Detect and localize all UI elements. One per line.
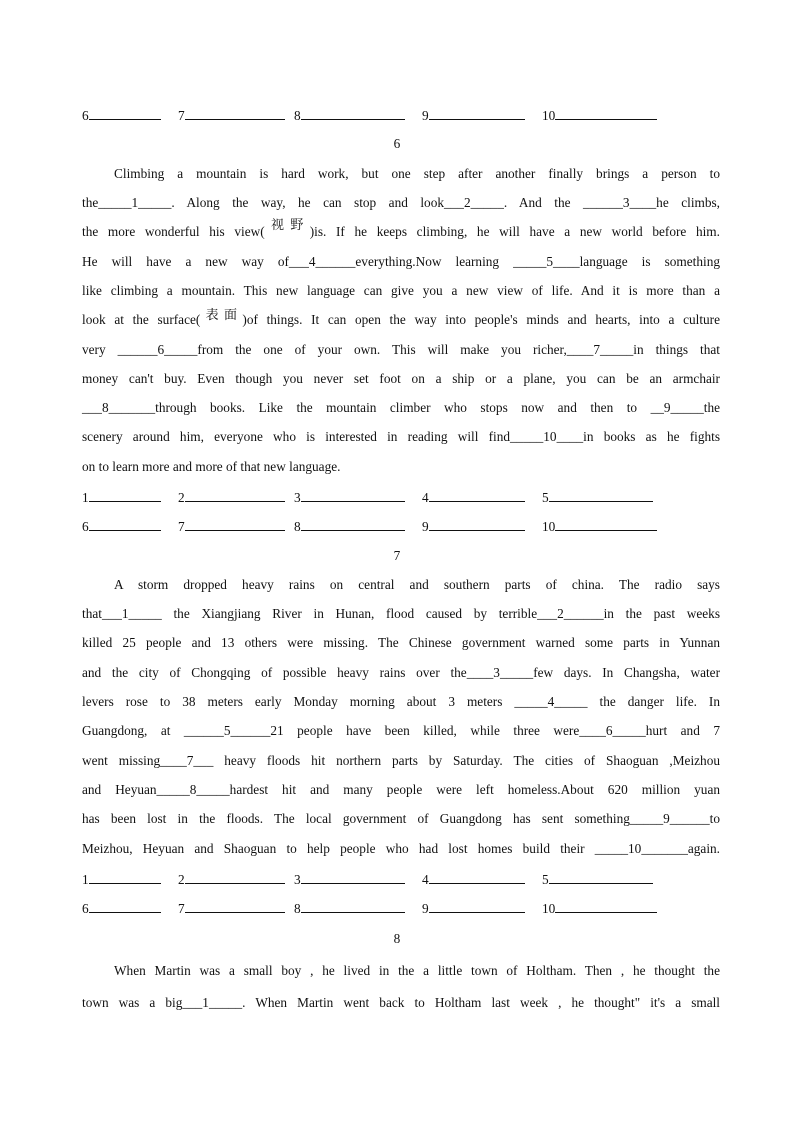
- passage6-line: ___8_______through books. Like the mountain climber who stops now and then to __9_____the: [82, 400, 720, 415]
- passage6-line: very ______6_____from the one of your own. This will make you richer,____7_____in things that: [82, 342, 720, 357]
- passage7-line: A storm dropped heavy rains on central and southern parts of china. The radio says: [114, 577, 720, 592]
- answer-slot: 5: [542, 488, 653, 506]
- passage7-line: Meizhou, Heyuan and Shaoguan to help people who had lost homes build their _____10_______again.: [82, 841, 720, 856]
- answer-slot: 3: [294, 870, 405, 888]
- passage7-line: went missing____7___ heavy floods hit northern parts by Saturday. The cities of Shaoguan ,Meizhou: [82, 753, 720, 768]
- answer-slot: 4: [422, 488, 525, 506]
- passage6-line: money can't buy. Even though you never set foot on a ship or a plane, you can be an armchair: [82, 371, 720, 386]
- answer-slot: 10: [542, 517, 657, 535]
- passage7-line: and the city of Chongqing of possible heavy rains over the____3_____few days. In Changsha, water: [82, 665, 720, 680]
- answer-slot: 10: [542, 899, 657, 917]
- passage6-line: like climbing a mountain. This new language can give you a new view of life. And it is more than a: [82, 283, 720, 298]
- answer-slot: 5: [542, 870, 653, 888]
- answer-slot: 7: [178, 899, 285, 917]
- answer-slot: 7: [178, 517, 285, 535]
- section-number: 6: [393, 136, 401, 151]
- answer-slot: 8: [294, 106, 405, 124]
- passage6-line: on to learn more and more of that new language.: [82, 459, 341, 474]
- answer-slot: 6: [82, 517, 161, 535]
- answer-slot: 6: [82, 106, 161, 124]
- passage8-line: town was a big___1_____. When Martin went back to Holtham last week , he thought" it's a small: [82, 995, 720, 1010]
- answer-slot: 4: [422, 870, 525, 888]
- answer-slot: 3: [294, 488, 405, 506]
- passage6-line: He will have a new way of___4______everything.Now learning _____5____language is something: [82, 254, 720, 269]
- section-number: 7: [393, 548, 401, 563]
- passage7-line: levers rose to 38 meters early Monday morning about 3 meters _____4_____ the danger life. In: [82, 694, 720, 709]
- passage6-line: look at the surface(表面)of things. It can open the way into people's minds and hearts, into a culture: [82, 308, 720, 327]
- answer-slot: 8: [294, 899, 405, 917]
- answer-slot: 7: [178, 106, 285, 124]
- passage6-line: scenery around him, everyone who is interested in reading will find_____10____in books as he fights: [82, 429, 720, 444]
- answer-slot: 2: [178, 870, 285, 888]
- answer-slot: 1: [82, 870, 161, 888]
- passage8-line: When Martin was a small boy , he lived in the a little town of Holtham. Then , he thought the: [114, 963, 720, 978]
- answer-slot: 6: [82, 899, 161, 917]
- chinese-gloss: 视野: [264, 218, 310, 233]
- passage7-line: and Heyuan_____8_____hardest hit and many people were left homeless.About 620 million yuan: [82, 782, 720, 797]
- chinese-gloss: 表面: [200, 308, 243, 323]
- answer-slot: 9: [422, 106, 525, 124]
- answer-slot: 9: [422, 899, 525, 917]
- passage7-line: killed 25 people and 13 others were missing. The Chinese government warned some parts in Yunnan: [82, 635, 720, 650]
- passage7-line: that___1_____ the Xiangjiang River in Hunan, flood caused by terrible___2______in the past weeks: [82, 606, 720, 621]
- answer-slot: 9: [422, 517, 525, 535]
- passage6-line: the_____1_____. Along the way, he can stop and look___2_____. And the ______3____he climbs,: [82, 195, 720, 210]
- answer-slot: 2: [178, 488, 285, 506]
- passage6-line: Climbing a mountain is hard work, but one step after another finally brings a person to: [114, 166, 720, 181]
- answer-slot: 8: [294, 517, 405, 535]
- passage7-line: Guangdong, at ______5______21 people have been killed, while three were____6_____hurt and 7: [82, 723, 720, 738]
- passage6-line: the more wonderful his view(视野)is. If he keeps climbing, he will have a new world before him.: [82, 218, 720, 239]
- answer-slot: 1: [82, 488, 161, 506]
- passage7-line: has been lost in the floods. The local government of Guangdong has sent something_____9______to: [82, 811, 720, 826]
- section-number: 8: [393, 931, 401, 946]
- answer-slot: 10: [542, 106, 657, 124]
